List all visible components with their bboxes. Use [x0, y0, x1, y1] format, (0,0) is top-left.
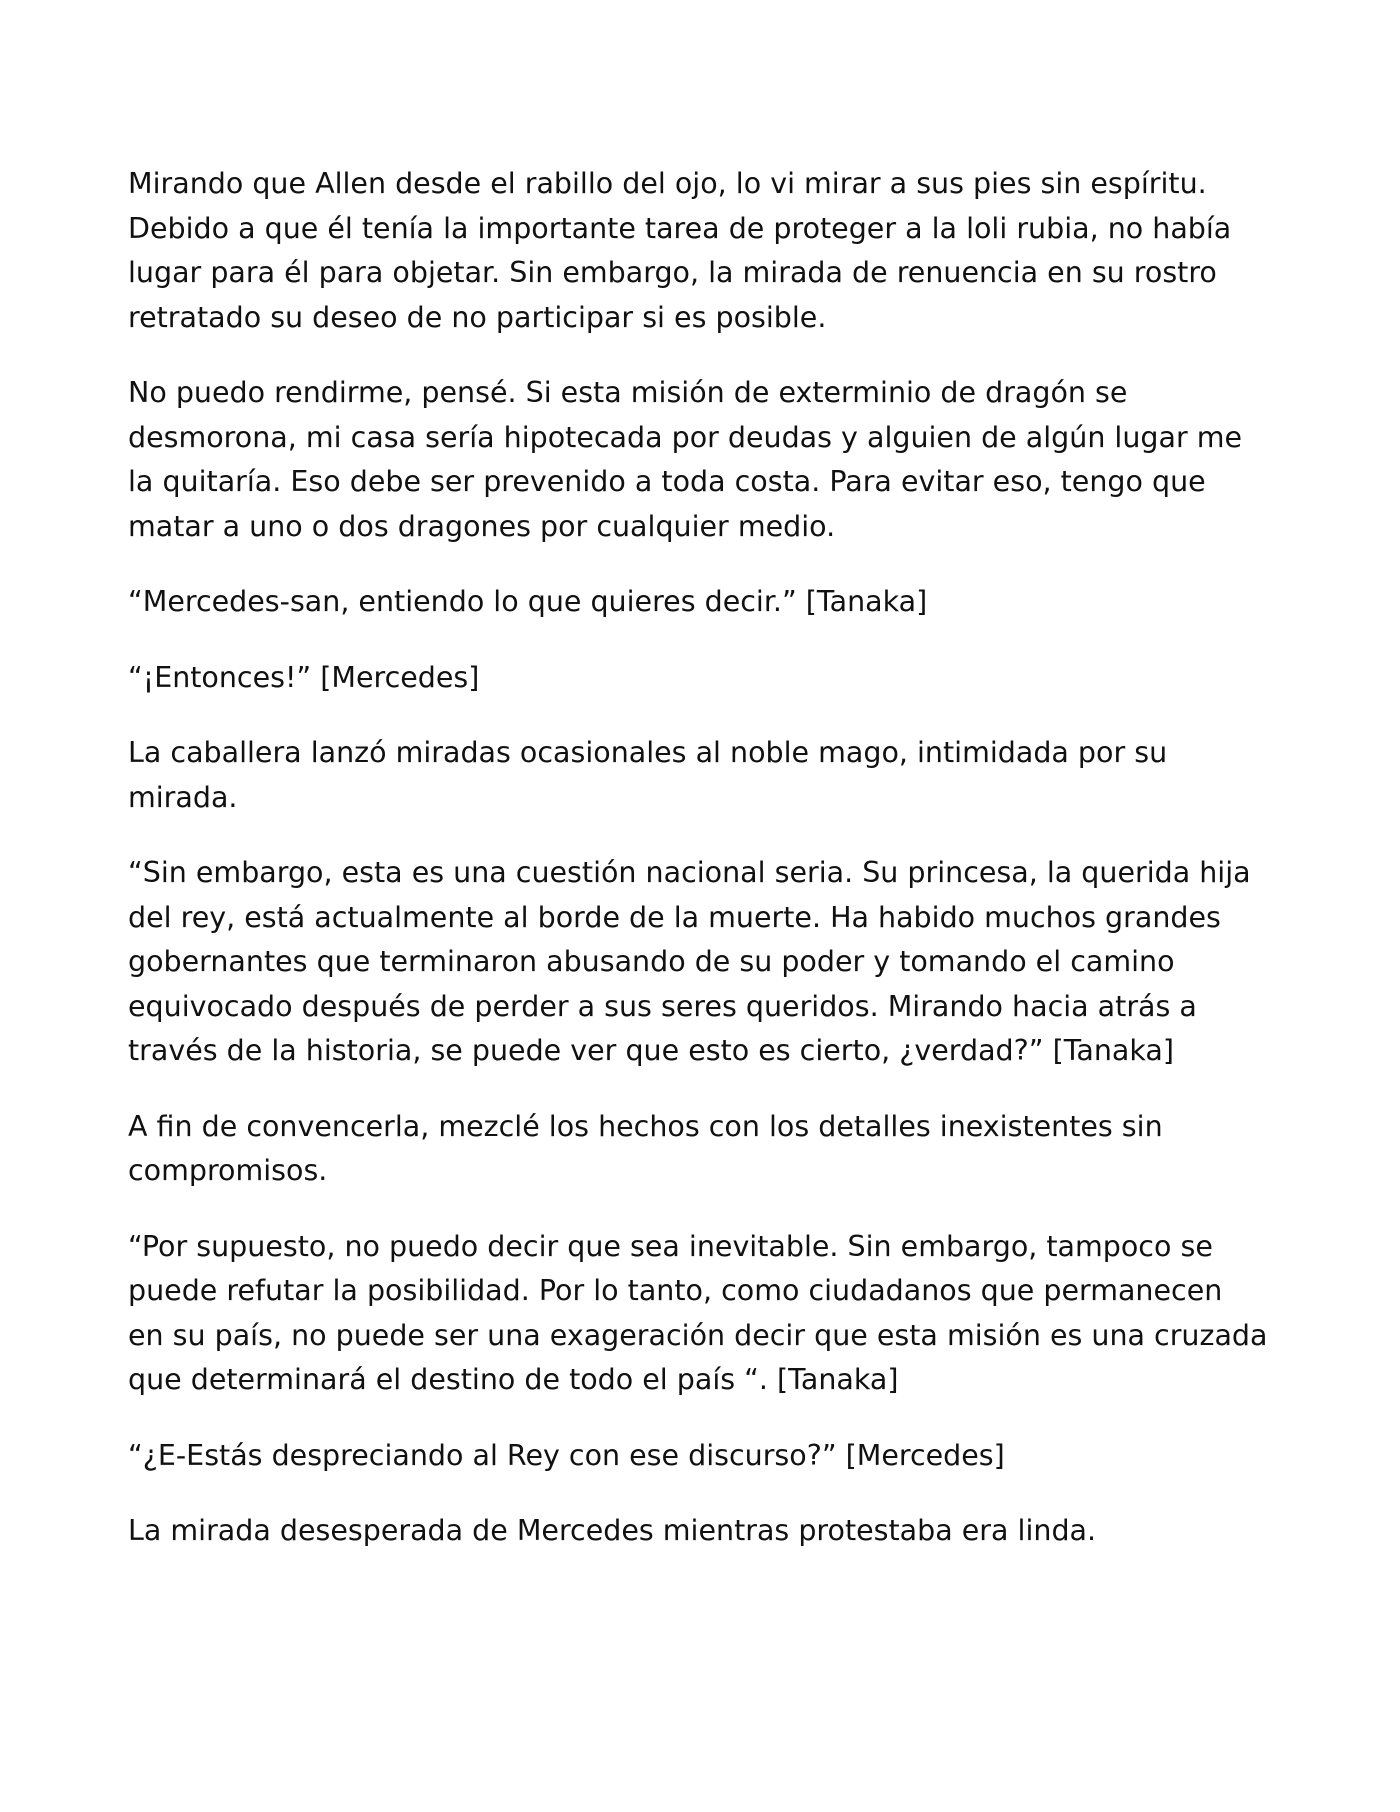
document-page — [128, 162, 1288, 1585]
paragraph-7: A fin de convencerla, mezclé los hechos con los detalles inexistentes sin compromisos. — [128, 1109, 1163, 1187]
paragraph-9: “¿E-Estás despreciando al Rey con ese discurso?” [Mercedes] — [128, 1438, 1005, 1472]
paragraph-2: No puedo rendirme, pensé. Si esta misión de exterminio de dragón se desmorona, mi casa sería hipotecada por deudas y alguien de algún lugar me la quitaría. Eso debe ser prevenido a toda costa. Para evitar eso, tengo que matar a uno o dos dragones por cualquier medio. — [128, 376, 1243, 543]
paragraph-5: La caballera lanzó miradas ocasionales al noble mago, intimidada por su mirada. — [128, 736, 1168, 814]
paragraph-3: “Mercedes-san, entiendo lo que quieres decir.” [Tanaka] — [128, 585, 928, 618]
paragraph-6: “Sin embargo, esta es una cuestión nacional seria. Su princesa, la querida hija del rey, está actualmente al borde de la muerte. Ha habido muchos grandes gobernantes que terminaron abusando de su poder y tomando el camino equivocado después de perder a sus seres queridos. Mirando hacia atrás a través de la historia, se puede ver que esto es cierto, ¿verdad?” [Tanaka] — [128, 856, 1251, 1067]
paragraph-8: “Por supuesto, no puedo decir que sea inevitable. Sin embargo, tampoco se puede refutar la posibilidad. Por lo tanto, como ciudadanos que permanecen en su país, no puede ser una exageración decir que esta misión es una cruzada que determinará el destino de todo el país “. [Tanaka] — [128, 1229, 1268, 1396]
paragraph-4: “¡Entonces!” [Mercedes] — [128, 660, 480, 694]
paragraph-10: La mirada desesperada de Mercedes mientras protestaba era linda. — [128, 1514, 1097, 1547]
paragraph-1: Mirando que Allen desde el rabillo del ojo, lo vi mirar a sus pies sin espíritu. Debido a que él tenía la importante tarea de proteger a la loli rubia, no había lugar para él para objetar. Sin embargo, la mirada de renuencia en su rostro retratado su deseo de no participar si es posible. — [128, 167, 1232, 334]
